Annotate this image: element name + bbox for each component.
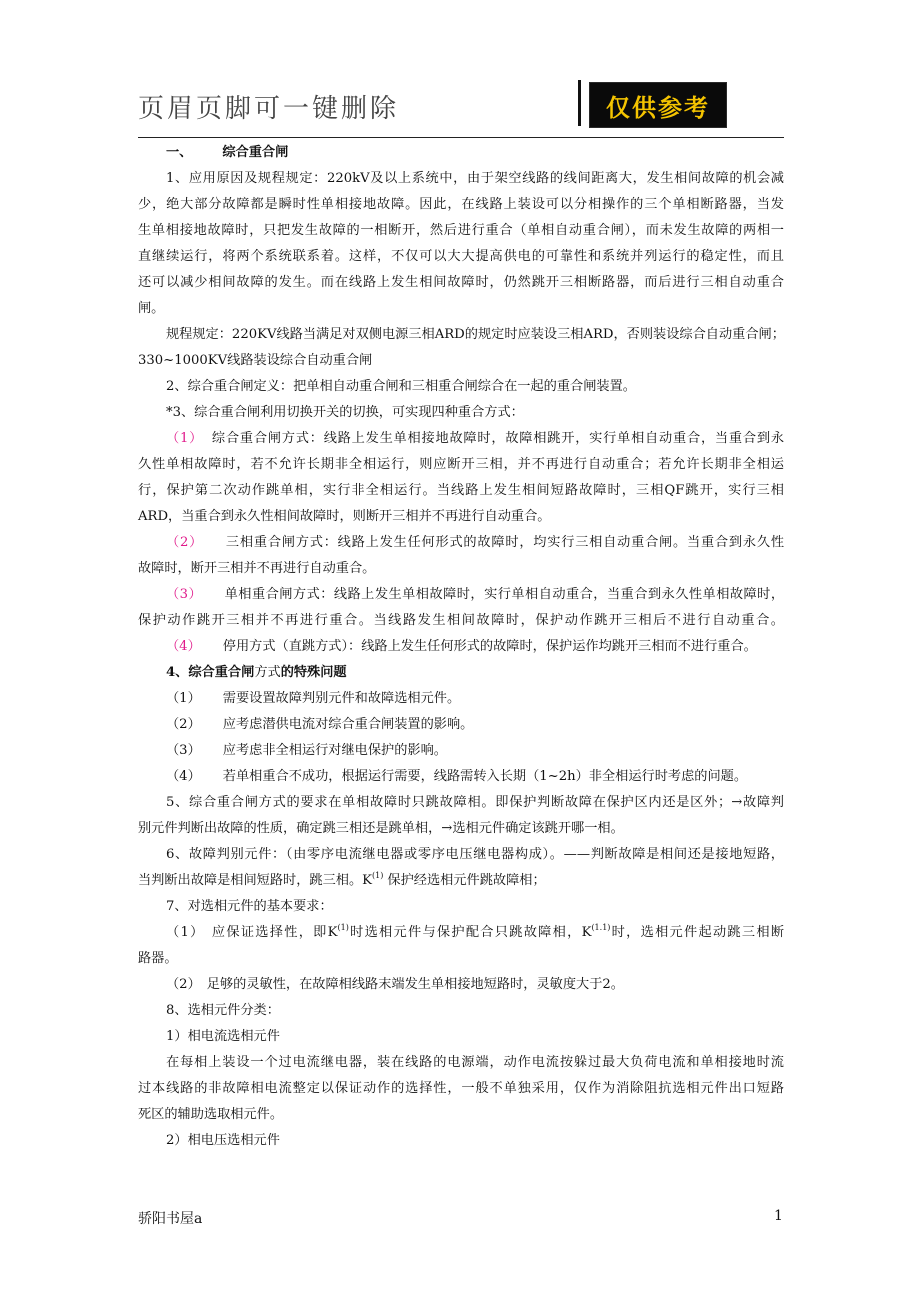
header-badge: 仅供参考 bbox=[589, 82, 727, 128]
footer-text: 骄阳书屋a bbox=[138, 1211, 203, 1227]
subheading-bold: 4、综合重合闸 bbox=[166, 665, 255, 680]
paragraph-line: 还可以减少相间故障的发生。而在线路上发生相间故障时，仍然跳开三相断路器，而后进行三相自动重合 bbox=[138, 275, 784, 290]
mode-3-line bbox=[138, 582, 784, 608]
class-title: 1）相电流选相元件 bbox=[166, 1029, 280, 1044]
paragraph-line: 1、应用原因及规程规定：220kV及以上系统中，由于架空线路的线间距离大，发生相间故障的机会减 bbox=[166, 171, 784, 186]
issue-item bbox=[138, 764, 784, 790]
issue-marker: （1） bbox=[166, 691, 201, 706]
paragraph-line: 直继续运行，将两个系统联系着。这样，不仅可以大大提高供电的可靠性和系统并列运行的稳定性，而且 bbox=[138, 249, 784, 264]
paragraph-line: 别元件判断出故障的性质，确定跳三相还是跳单相，→选相元件确定该跳开哪一相。 bbox=[138, 821, 624, 836]
paragraph-line: 7、对选相元件的基本要求： bbox=[166, 899, 333, 914]
section-title: 综合重合闸 bbox=[222, 145, 289, 160]
subheading bbox=[138, 660, 784, 686]
issue-text: 应考虑潜供电流对综合重合闸装置的影响。 bbox=[222, 717, 474, 732]
mode-1-line bbox=[138, 426, 784, 452]
mode-4-line bbox=[138, 634, 784, 660]
paragraph-line: 在每相上装设一个过电流继电器，装在线路的电源端，动作电流按躲过最大负荷电流和单相接地时流 bbox=[166, 1055, 784, 1070]
paragraph-line: 生单相接地故障时，只把发生故障的一相断开，然后进行重合（单相自动重合闸），而未发生故障的两相一 bbox=[138, 223, 784, 238]
mode-marker: （2） bbox=[166, 535, 204, 550]
paragraph-line: 规程规定：220KV线路当满足对双侧电源三相ARD的规定时应装设三相ARD，否则装设综合自动重合闸； bbox=[166, 327, 785, 342]
document-body bbox=[138, 140, 784, 1154]
mode-1-line: 久性单相故障时，若不允许长期非全相运行，则应断开三相，并不再进行自动重合；若允许长期非全相运 bbox=[138, 457, 784, 472]
header-title: 页眉页脚可一键删除 bbox=[138, 94, 400, 124]
subheading-bold-2: 的特殊问题 bbox=[280, 665, 347, 680]
paragraph-line: 8、选相元件分类： bbox=[166, 1003, 280, 1018]
issue-marker: （3） bbox=[166, 743, 201, 758]
header-divider bbox=[578, 80, 581, 126]
page-number: 1 bbox=[774, 1208, 783, 1224]
req-marker: （1） bbox=[166, 925, 205, 940]
mode-1-line: 行，保护第二次动作跳单相，实行非全相运行。当线路上发生相间短路故障时，三相QF跳开，实行三相 bbox=[138, 483, 784, 498]
paragraph-line: 过本线路的非故障相电流整定以保证动作的选择性，一般不单独采用，仅作为消除阻抗选相元件出口短路 bbox=[138, 1081, 784, 1096]
paragraph-line: 少，绝大部分故障都是瞬时性单相接地故障。因此，在线路上装设可以分相操作的三个单相断路器，当发 bbox=[138, 197, 784, 212]
text-run: 时，选相元件起动跳三相断 bbox=[610, 925, 785, 940]
superscript: (1) bbox=[337, 923, 349, 932]
paragraph-line: 330~1000KV线路装设综合自动重合闸 bbox=[138, 353, 373, 368]
mode-marker: （4） bbox=[166, 639, 201, 654]
text-run: 保护经选相元件跳故障相； bbox=[387, 873, 546, 888]
mode-text: 综合重合闸方式：线路上发生单相接地故障时，故障相跳开，实行单相自动重合，当重合到永 bbox=[211, 431, 785, 446]
paragraph-line: 闸。 bbox=[138, 301, 165, 316]
class-title: 2）相电压选相元件 bbox=[166, 1133, 280, 1148]
issue-item bbox=[138, 712, 784, 738]
superscript: (1.1) bbox=[591, 923, 611, 932]
section-heading bbox=[138, 140, 784, 166]
mode-3-line: 保护动作跳开三相并不再进行重合。当线路发生相间故障时，保护动作跳开三相后不进行自动重合。 bbox=[138, 613, 784, 628]
req-marker: （2） bbox=[166, 977, 201, 992]
header-rule bbox=[138, 137, 784, 138]
issue-item bbox=[138, 686, 784, 712]
subheading-normal: 方式 bbox=[254, 665, 281, 680]
paragraph-line: 5、综合重合闸方式的要求在单相故障时只跳故障相。即保护判断故障在保护区内还是区外；→故障判 bbox=[166, 795, 784, 810]
mode-marker: （1） bbox=[166, 431, 204, 446]
mode-text: 三相重合闸方式：线路上发生任何形式的故障时，均实行三相自动重合闸。当重合到永久性 bbox=[225, 535, 785, 550]
mode-2-line bbox=[138, 530, 784, 556]
superscript: (1) bbox=[372, 871, 384, 880]
text-run: 当判断出故障是相间短路时，跳三相。K bbox=[138, 873, 373, 888]
issue-item bbox=[138, 738, 784, 764]
text-run: 应保证选择性，即K bbox=[210, 925, 338, 940]
issue-marker: （2） bbox=[166, 717, 201, 732]
issue-text: 需要设置故障判别元件和故障选相元件。 bbox=[222, 691, 461, 706]
paragraph-line: 死区的辅助选取相元件。 bbox=[138, 1107, 284, 1122]
mode-1-line: ARD，当重合到永久性相间故障时，则断开三相并不再进行自动重合。 bbox=[138, 509, 551, 524]
issue-marker: （4） bbox=[166, 769, 201, 784]
issue-text: 若单相重合不成功，根据运行需要，线路需转入长期（1~2h）非全相运行时考虑的问题。 bbox=[222, 769, 748, 784]
issue-text: 应考虑非全相运行对继电保护的影响。 bbox=[222, 743, 447, 758]
text-run: 时选相元件与保护配合只跳故障相，K bbox=[348, 925, 592, 940]
mode-2-line: 故障时，断开三相并不再进行自动重合。 bbox=[138, 561, 376, 576]
mode-marker: （3） bbox=[166, 587, 203, 602]
paragraph-line: *3、综合重合闸利用切换开关的切换，可实现四种重合方式： bbox=[166, 405, 524, 420]
mode-text: 单相重合闸方式：线路上发生单相故障时，实行单相自动重合，当重合到永久性单相故障时， bbox=[224, 587, 785, 602]
requirement-1 bbox=[138, 920, 784, 946]
mode-text: 停用方式（直跳方式）：线路上发生任何形式的故障时，保护运作均跳开三相而不进行重合。 bbox=[222, 639, 757, 654]
requirement-1-cont: 路器。 bbox=[138, 951, 178, 966]
paragraph-line: 2、综合重合闸定义：把单相自动重合闸和三相重合闸综合在一起的重合闸装置。 bbox=[166, 379, 636, 394]
paragraph-line bbox=[138, 868, 784, 894]
text-run: 足够的灵敏性，在故障相线路末端发生单相接地短路时，灵敏度大于2。 bbox=[206, 977, 624, 992]
paragraph-line: 6、故障判别元件：（由零序电流继电器或零序电压继电器构成）。——判断故障是相间还是接地短路， bbox=[166, 847, 784, 862]
section-number: 一、 bbox=[166, 145, 193, 160]
requirement-2 bbox=[138, 972, 784, 998]
